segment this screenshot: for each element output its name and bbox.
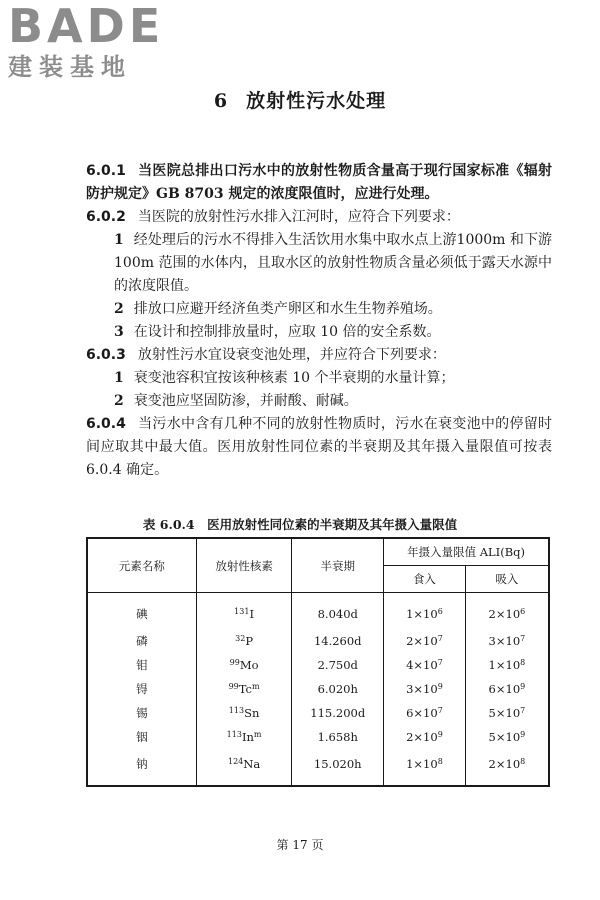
clauses-body [86,160,552,482]
cell-element: 铟 [87,725,196,749]
clause-number: 6.0.2 [86,209,126,225]
cell-nuclide: $^{131}$I [196,593,292,630]
cell-element: 锡 [87,701,196,725]
cell-element: 锝 [87,677,196,701]
cell-element: 钼 [87,653,196,677]
cell-element: 磷 [87,629,196,653]
table-row [87,653,549,677]
cell-inhale: $2\times 10^8$ [465,749,549,786]
cell-inhale: $3\times 10^7$ [465,629,549,653]
table-row [87,629,549,653]
table-row [87,725,549,749]
cell-nuclide: $^{99}$Tc$^m$ [196,677,292,701]
item-number: 2 [114,393,124,409]
clause-item [86,298,552,321]
chapter-title [0,86,600,113]
item-text: 衰变池应坚固防渗，并耐酸、耐碱。 [133,393,358,409]
clause-6-0-3 [86,344,552,367]
clause-item [86,229,552,298]
cell-halflife: 6.020h [292,677,384,701]
header-ingest: 食入 [384,566,466,593]
cell-inhale: $6\times 10^9$ [465,677,549,701]
cell-halflife: 8.040d [292,593,384,630]
header-halflife: 半衰期 [292,538,384,593]
cell-ingest: $1\times 10^6$ [384,593,466,630]
cell-nuclide: $^{113}$In$^m$ [196,725,292,749]
cell-ingest: $2\times 10^7$ [384,629,466,653]
item-number: 1 [114,370,124,386]
chapter-number: 6 [213,90,229,112]
clause-item [86,390,552,413]
header-element: 元素名称 [87,538,196,593]
chapter-heading: 放射性污水处理 [246,90,387,112]
table-row [87,749,549,786]
item-text: 排放口应避开经济鱼类产卵区和水生生物养殖场。 [133,301,442,317]
cell-ingest: $2\times 10^9$ [384,725,466,749]
cell-element: 钠 [87,749,196,786]
clause-text: 当医院的放射性污水排入江河时，应符合下列要求： [137,209,460,225]
logo-mark: BADE [8,0,165,53]
cell-nuclide: $^{99}$Mo [196,653,292,677]
table-caption: 表 6.0.4 医用放射性同位素的半衰期及其年摄入量限值 [142,517,458,532]
cell-inhale: $2\times 10^6$ [465,593,549,630]
clause-6-0-2 [86,206,552,229]
header-inhale: 吸入 [465,566,549,593]
cell-nuclide: $^{32}$P [196,629,292,653]
logo-subtitle: 建装基地 [8,53,132,81]
header-ali: 年摄入量限值 ALI(Bq) [384,538,549,566]
cell-ingest: $6\times 10^7$ [384,701,466,725]
item-number: 1 [114,232,124,248]
item-number: 3 [114,324,124,340]
table-row [87,593,549,630]
cell-ingest: $4\times 10^7$ [384,653,466,677]
item-text: 在设计和控制排放量时，应取 10 倍的安全系数。 [133,324,441,340]
cell-inhale: $5\times 10^7$ [465,701,549,725]
cell-nuclide: $^{113}$Sn [196,701,292,725]
item-number: 2 [114,301,124,317]
clause-item [86,367,552,390]
table-row [87,677,549,701]
cell-halflife: 15.020h [292,749,384,786]
item-text: 经处理后的污水不得排入生活饮用水集中取水点上游1000m 和下游 100m 范围的水体内，且取水区的放射性物质含量必须低于露天水源中的浓度限值。 [114,232,552,294]
isotope-table [86,537,550,787]
cell-ingest: $1\times 10^8$ [384,749,466,786]
clause-text: 当污水中含有几种不同的放射性物质时，污水在衰变池中的停留时间应取其中最大值。医用放射性同位素的半衰期及其年摄入量限值可按表 6.0.4 确定。 [86,416,552,478]
cell-element: 碘 [87,593,196,630]
clause-item [86,321,552,344]
publisher-logo [8,2,178,82]
page-number: 第 17 页 [276,838,324,852]
cell-inhale: $5\times 10^9$ [465,725,549,749]
cell-nuclide: $^{124}$Na [196,749,292,786]
clause-number: 6.0.4 [86,416,126,432]
table-row [87,701,549,725]
item-text: 衰变池容积宜按该种核素 10 个半衰期的水量计算； [133,370,455,386]
cell-halflife: 115.200d [292,701,384,725]
header-nuclide: 放射性核素 [196,538,292,593]
clause-text: 当医院总排出口污水中的放射性物质含量高于现行国家标准《辐射防护规定》GB 8703 规定的浓度限值时，应进行处理。 [86,163,552,202]
clause-text: 放射性污水宜设衰变池处理，并应符合下列要求： [137,347,446,363]
cell-halflife: 2.750d [292,653,384,677]
clause-6-0-1 [86,160,552,206]
cell-ingest: $3\times 10^9$ [384,677,466,701]
clause-number: 6.0.3 [86,347,126,363]
table-header-row [87,538,549,566]
cell-inhale: $1\times 10^8$ [465,653,549,677]
cell-halflife: 1.658h [292,725,384,749]
cell-halflife: 14.260d [292,629,384,653]
clause-6-0-4 [86,413,552,482]
clause-number: 6.0.1 [86,163,126,179]
